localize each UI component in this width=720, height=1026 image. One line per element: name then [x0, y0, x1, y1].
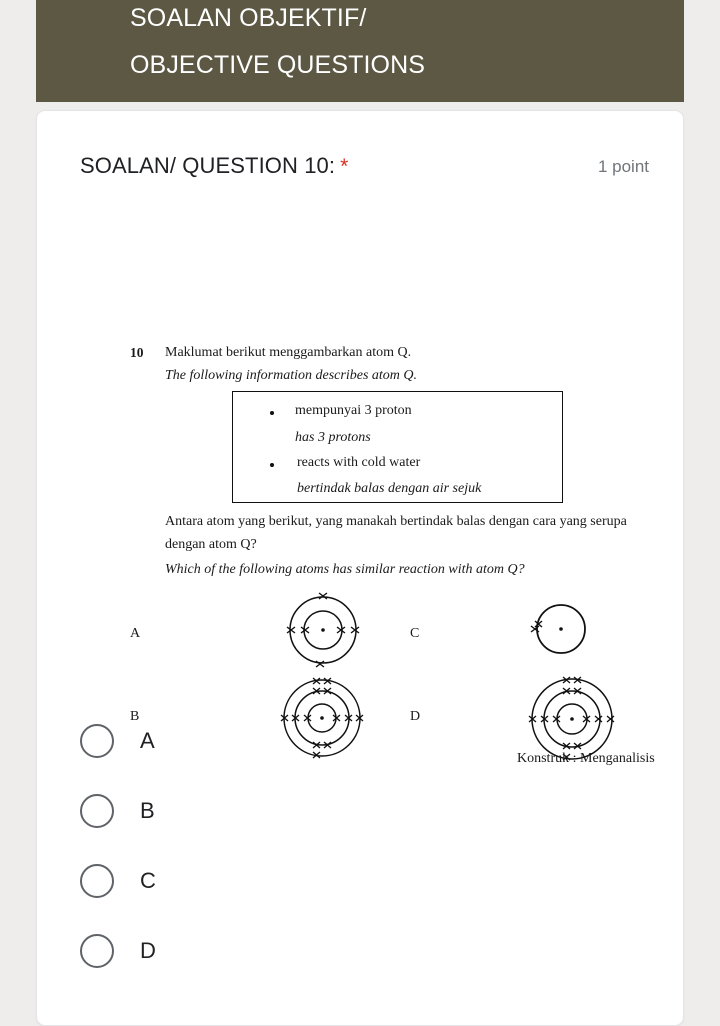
question-stem-english: The following information describes atom Q.: [165, 368, 417, 383]
bullet-icon: [270, 463, 274, 467]
answer-option-label: B: [140, 798, 155, 823]
answer-option-label: A: [140, 728, 155, 753]
section-header-line-1: SOALAN OBJEKTIF/: [130, 4, 367, 32]
answer-option-a[interactable]: [80, 706, 663, 776]
question-title-text: SOALAN/ QUESTION 10:: [80, 153, 336, 178]
diagram-label-d: D: [410, 709, 421, 724]
bullet-icon: [270, 411, 274, 415]
answer-option-b[interactable]: [80, 776, 663, 846]
question-title: [80, 152, 348, 181]
question-prompt-english: Which of the following atoms has similar reaction with atom Q?: [165, 562, 525, 577]
question-stem-malay: Maklumat berikut menggambarkan atom Q.: [165, 345, 412, 360]
answer-option-label: D: [140, 938, 156, 963]
info-box-item: mempunyai 3 proton: [295, 403, 412, 418]
diagram-label-b: B: [130, 709, 140, 724]
question-prompt-malay-2: dengan atom Q?: [165, 537, 257, 552]
diagram-label-a: A: [130, 626, 141, 641]
answer-option-d[interactable]: [80, 916, 663, 986]
diagram-label-c: C: [410, 626, 420, 641]
radio-button-a[interactable]: [80, 724, 114, 758]
atom-diagram-a: [286, 593, 360, 672]
info-box-item: bertindak balas dengan air sejuk: [297, 481, 482, 496]
section-header-line-2: OBJECTIVE QUESTIONS: [130, 51, 426, 79]
section-header: [36, 0, 684, 102]
construct-note: Konstruk : Menganalisis: [517, 751, 655, 766]
question-header: [80, 152, 649, 181]
question-prompt-malay-1: Antara atom yang berikut, yang manakah bertindak balas dengan cara yang serupa: [165, 514, 627, 529]
radio-button-d[interactable]: [80, 934, 114, 968]
information-box: [232, 391, 563, 503]
radio-button-b[interactable]: [80, 794, 114, 828]
question-image: [80, 233, 680, 766]
info-box-item: reacts with cold water: [297, 455, 421, 470]
question-number: 10: [130, 345, 144, 360]
answer-option-c[interactable]: [80, 846, 663, 916]
required-asterisk: *: [340, 155, 349, 178]
atom-diagram-c: [531, 599, 591, 664]
answer-options-group[interactable]: [80, 706, 663, 986]
question-card: [36, 110, 684, 1026]
radio-button-c[interactable]: [80, 864, 114, 898]
question-points: 1 point: [597, 157, 649, 176]
info-box-item: has 3 protons: [295, 430, 371, 445]
answer-option-label: C: [140, 868, 156, 893]
